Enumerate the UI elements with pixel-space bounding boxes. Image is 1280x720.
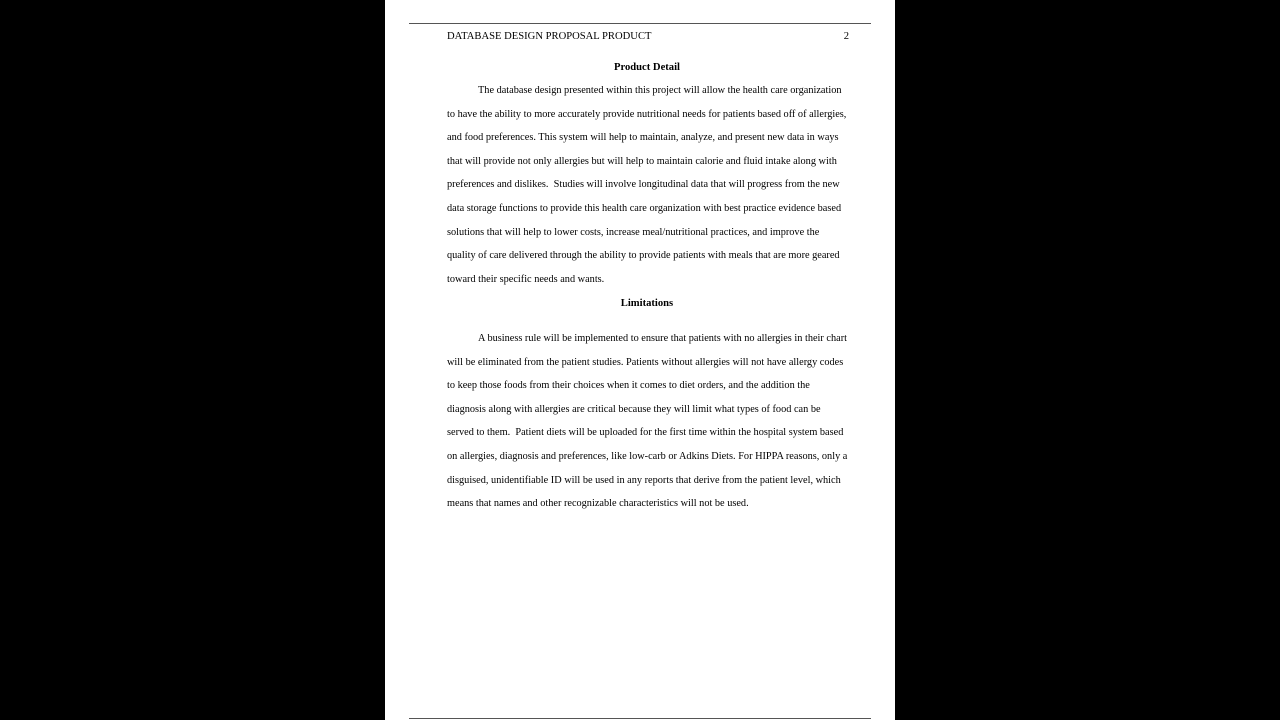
header-rule <box>409 23 871 24</box>
section-heading-product-detail: Product Detail <box>613 62 680 73</box>
paragraph-line: solutions that will help to lower costs, increase meal/nutritional practices, and improve the <box>447 226 820 238</box>
document-page <box>385 0 895 720</box>
page-number: 2 <box>843 31 849 42</box>
paragraph-line: on allergies, diagnosis and preferences, like low-carb or Adkins Diets. For HIPPA reasons, only a <box>447 450 848 462</box>
paragraph-line: that will provide not only allergies but will help to maintain calorie and fluid intake along with <box>447 155 837 167</box>
running-head: DATABASE DESIGN PROPOSAL PRODUCT <box>447 31 652 42</box>
paragraph-line: disguised, unidentifiable ID will be used in any reports that derive from the patient level, which <box>447 474 841 486</box>
paragraph-line: toward their specific needs and wants. <box>447 273 605 285</box>
paragraph-line: will be eliminated from the patient studies. Patients without allergies will not have allergy codes <box>447 356 844 368</box>
paragraph-line: A business rule will be implemented to ensure that patients with no allergies in their chart <box>478 333 847 344</box>
paragraph-line: to have the ability to more accurately provide nutritional needs for patients based off of allergies, <box>447 108 847 120</box>
footer-rule <box>409 718 871 719</box>
paragraph-product-detail <box>447 79 857 291</box>
paragraph-limitations <box>447 327 857 516</box>
paragraph-line: preferences and dislikes. Studies will involve longitudinal data that will progress from the new <box>447 179 840 191</box>
paragraph-line: to keep those foods from their choices when it comes to diet orders, and the addition the <box>447 380 810 392</box>
paragraph-line: quality of care delivered through the ability to provide patients with meals that are more geared <box>447 250 840 262</box>
paragraph-line: data storage functions to provide this health care organization with best practice evidence based <box>447 202 842 214</box>
paragraph-line: and food preferences. This system will help to maintain, analyze, and present new data in ways <box>447 132 839 144</box>
paragraph-line: diagnosis along with allergies are critical because they will limit what types of food can be <box>447 403 821 415</box>
section-heading-limitations: Limitations <box>620 298 674 309</box>
paragraph-line: served to them. Patient diets will be uploaded for the first time within the hospital system based <box>447 427 844 439</box>
paragraph-line: The database design presented within this project will allow the health care organization <box>478 85 842 96</box>
paragraph-line: means that names and other recognizable characteristics will not be used. <box>447 498 749 510</box>
